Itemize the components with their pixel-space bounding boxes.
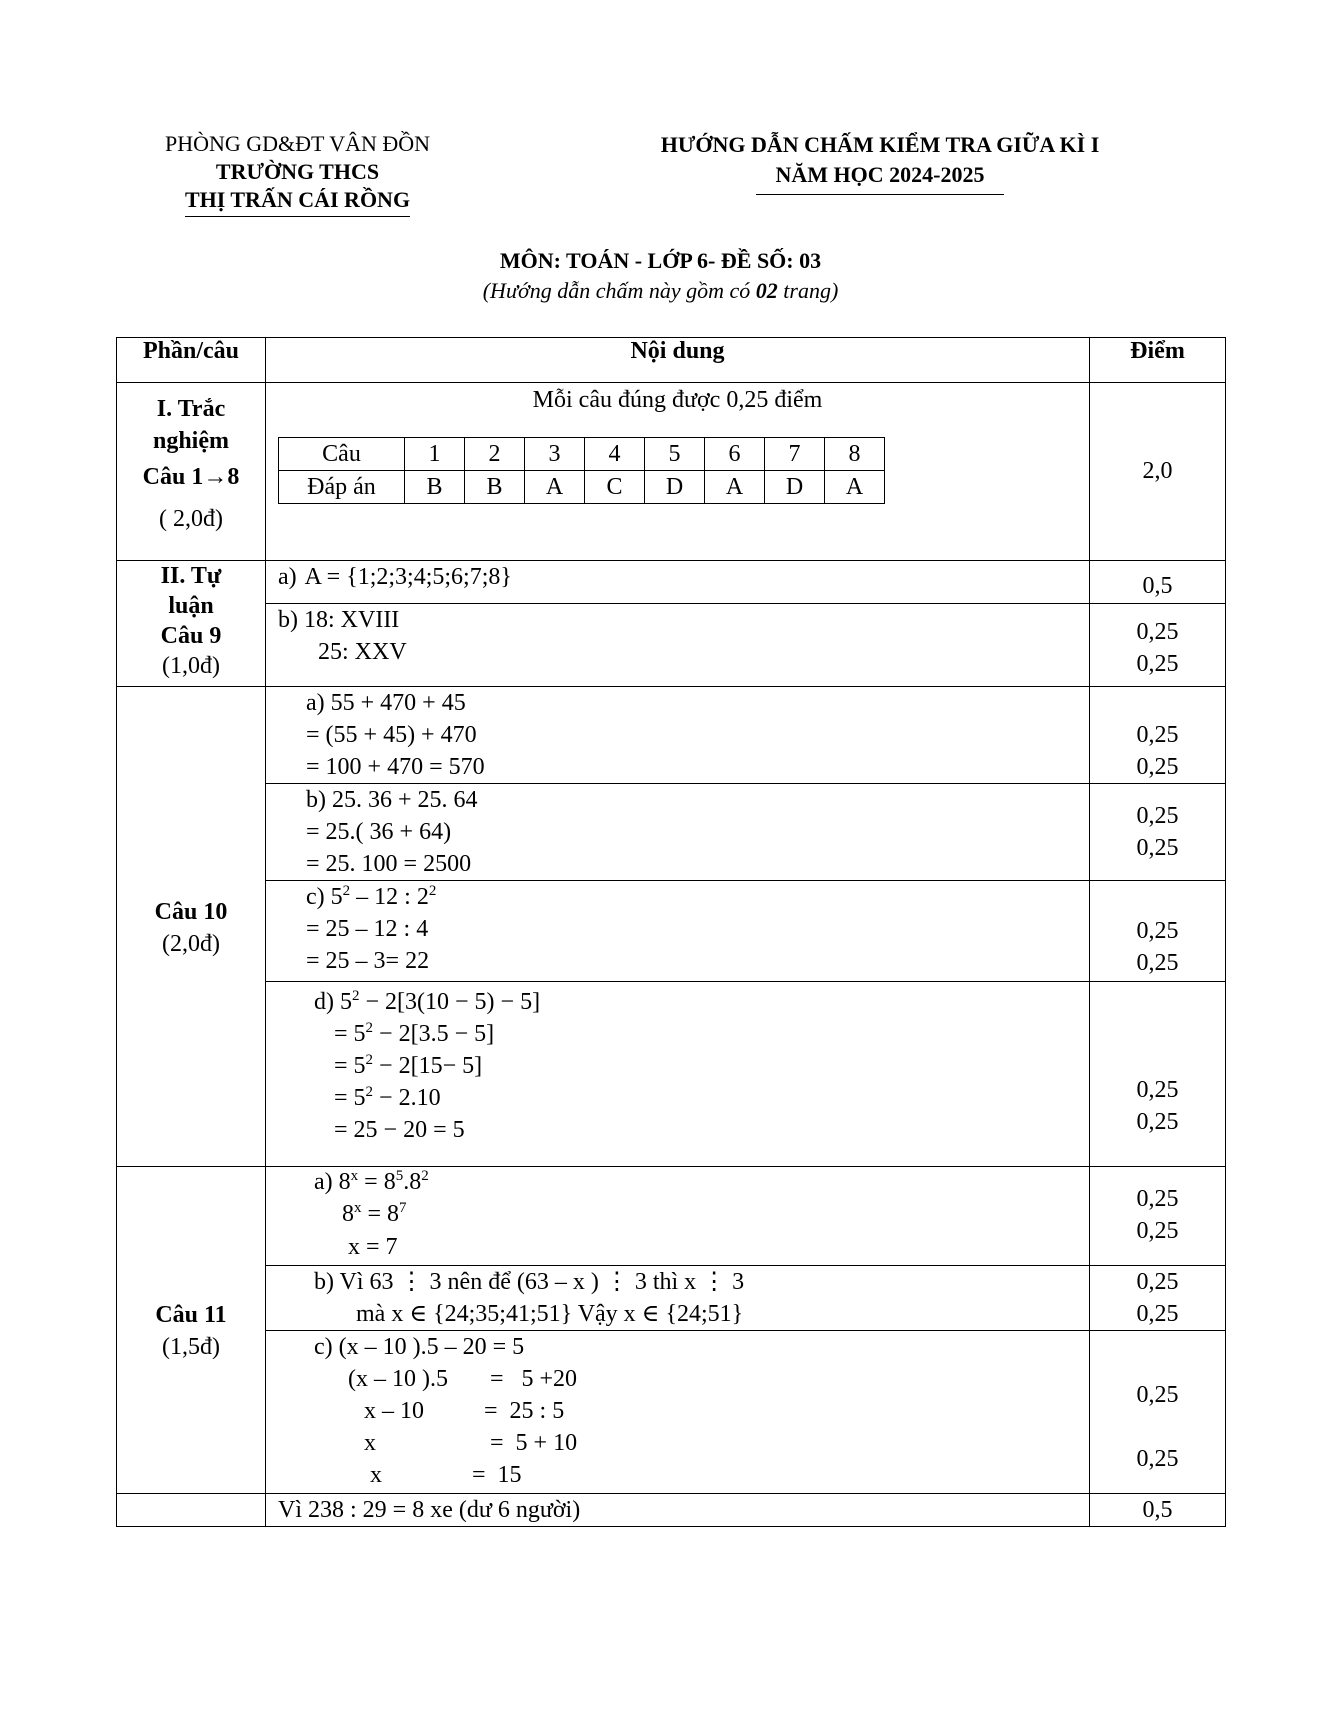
document-title — [595, 130, 1165, 195]
part1-content — [266, 383, 1090, 561]
department-name: PHÒNG GD&ĐT VÂN ĐỒN — [164, 131, 431, 156]
header-part: Phần/câu — [117, 338, 266, 383]
cau11-row-c — [117, 1331, 1226, 1494]
subject-title: MÔN: TOÁN - LỚP 6- ĐỀ SỐ: 03 — [499, 248, 822, 273]
cau11-a-content: a) $8^x = 8^5.8^2$ $8^x = 8^7$ x = 7 — [266, 1167, 1090, 1266]
part1-label: I. Trắc nghiệm Câu 1→8 ( 2,0đ) — [117, 383, 266, 561]
cau10-a-score: 0,25 0,25 — [1090, 687, 1226, 784]
cau10-row-b — [117, 784, 1226, 881]
cau10-c-content: c) $5^2 - 12$ : $2^2$ = 25 – 12 : 4 = 25 – 3= 22 — [266, 881, 1090, 982]
table-header-row — [117, 338, 1226, 383]
cau10-a-content: a) 55 + 470 + 45 = (55 + 45) + 470 = 100 + 470 = 570 — [266, 687, 1090, 784]
cau11-b-score: 0,25 0,25 — [1090, 1266, 1226, 1331]
cau10-d-content: d) $5^2 - 2[3(10 - 5) - 5]$ = $5^2 - 2[3.5 - 5]$ = $5^2 - 2[15- 5]$ = $5^2 - 2.10$ = 25 − 20 = 5 — [266, 982, 1090, 1167]
school-header — [140, 130, 455, 217]
grading-table — [116, 337, 1226, 1527]
cau10-label: Câu 10 (2,0đ) — [117, 687, 266, 1167]
school-name-line2: THỊ TRẤN CÁI RỒNG — [185, 186, 410, 217]
cau9-a-score: 0,5 — [1090, 561, 1226, 604]
cau10-c-score: 0,25 0,25 — [1090, 881, 1226, 982]
school-name-line1: TRƯỜNG THCS — [215, 159, 380, 184]
answer-key-table: Câu 1 2 3 4 5 6 7 8 Đáp án B B A C D A D A — [278, 437, 885, 504]
cau12-row — [117, 1494, 1226, 1527]
cau9-b-content: b) 18: XVIII 25: XXV — [266, 604, 1090, 687]
page-count-note: (Hướng dẫn chấm này gồm có 02 trang) — [482, 278, 839, 303]
cau12-content: Vì 238 : 29 = 8 xe (dư 6 người) — [266, 1494, 1090, 1527]
cau11-label: Câu 11 (1,5đ) — [117, 1167, 266, 1494]
cau9-row-a — [117, 561, 1226, 604]
cau11-c-content: c) (x – 10 ).5 – 20 = 5 (x – 10 ).5 = 5 +20 x – 10 = 25 : 5 x = 5 + 10 x = 15 — [266, 1331, 1090, 1494]
title-line1: HƯỚNG DẪN CHẤM KIỂM TRA GIỮA KÌ I — [660, 132, 1100, 157]
part1-score: 2,0 — [1090, 383, 1226, 561]
cau12-score: 0,5 — [1090, 1494, 1226, 1527]
cau11-c-score: 0,25 0,25 — [1090, 1331, 1226, 1494]
cau11-row-b — [117, 1266, 1226, 1331]
part1-row — [117, 383, 1226, 561]
part1-instruction: Mỗi câu đúng được 0,25 điểm — [532, 387, 823, 413]
cau10-row-a — [117, 687, 1226, 784]
cau11-b-content: b) Vì 63 ⋮ 3 nên để (63 – x ) ⋮ 3 thì x ⋮ 3 mà x ∈ {24;35;41;51} Vậy x ∈ {24;51} — [266, 1266, 1090, 1331]
header-score: Điểm — [1090, 338, 1226, 383]
cau9-a-content: a) A = {1;2;3;4;5;6;7;8} — [266, 561, 1090, 604]
cau10-row-d — [117, 982, 1226, 1167]
cau10-b-score: 0,25 0,25 — [1090, 784, 1226, 881]
cau10-b-content: b) 25. 36 + 25. 64 = 25.( 36 + 64) = 25. 100 = 2500 — [266, 784, 1090, 881]
cau9-label: II. Tự luận Câu 9 (1,0đ) — [117, 561, 266, 687]
cau9-b-score: 0,25 0,25 — [1090, 604, 1226, 687]
cau11-a-score: 0,25 0,25 — [1090, 1167, 1226, 1266]
cau10-d-score: 0,25 0,25 — [1090, 982, 1226, 1167]
cau10-row-c — [117, 881, 1226, 982]
header-content: Nội dung — [266, 338, 1090, 383]
school-year: NĂM HỌC 2024-2025 — [756, 160, 1005, 195]
cau11-row-a — [117, 1167, 1226, 1266]
cau9-row-b — [117, 604, 1226, 687]
cau12-label — [117, 1494, 266, 1527]
